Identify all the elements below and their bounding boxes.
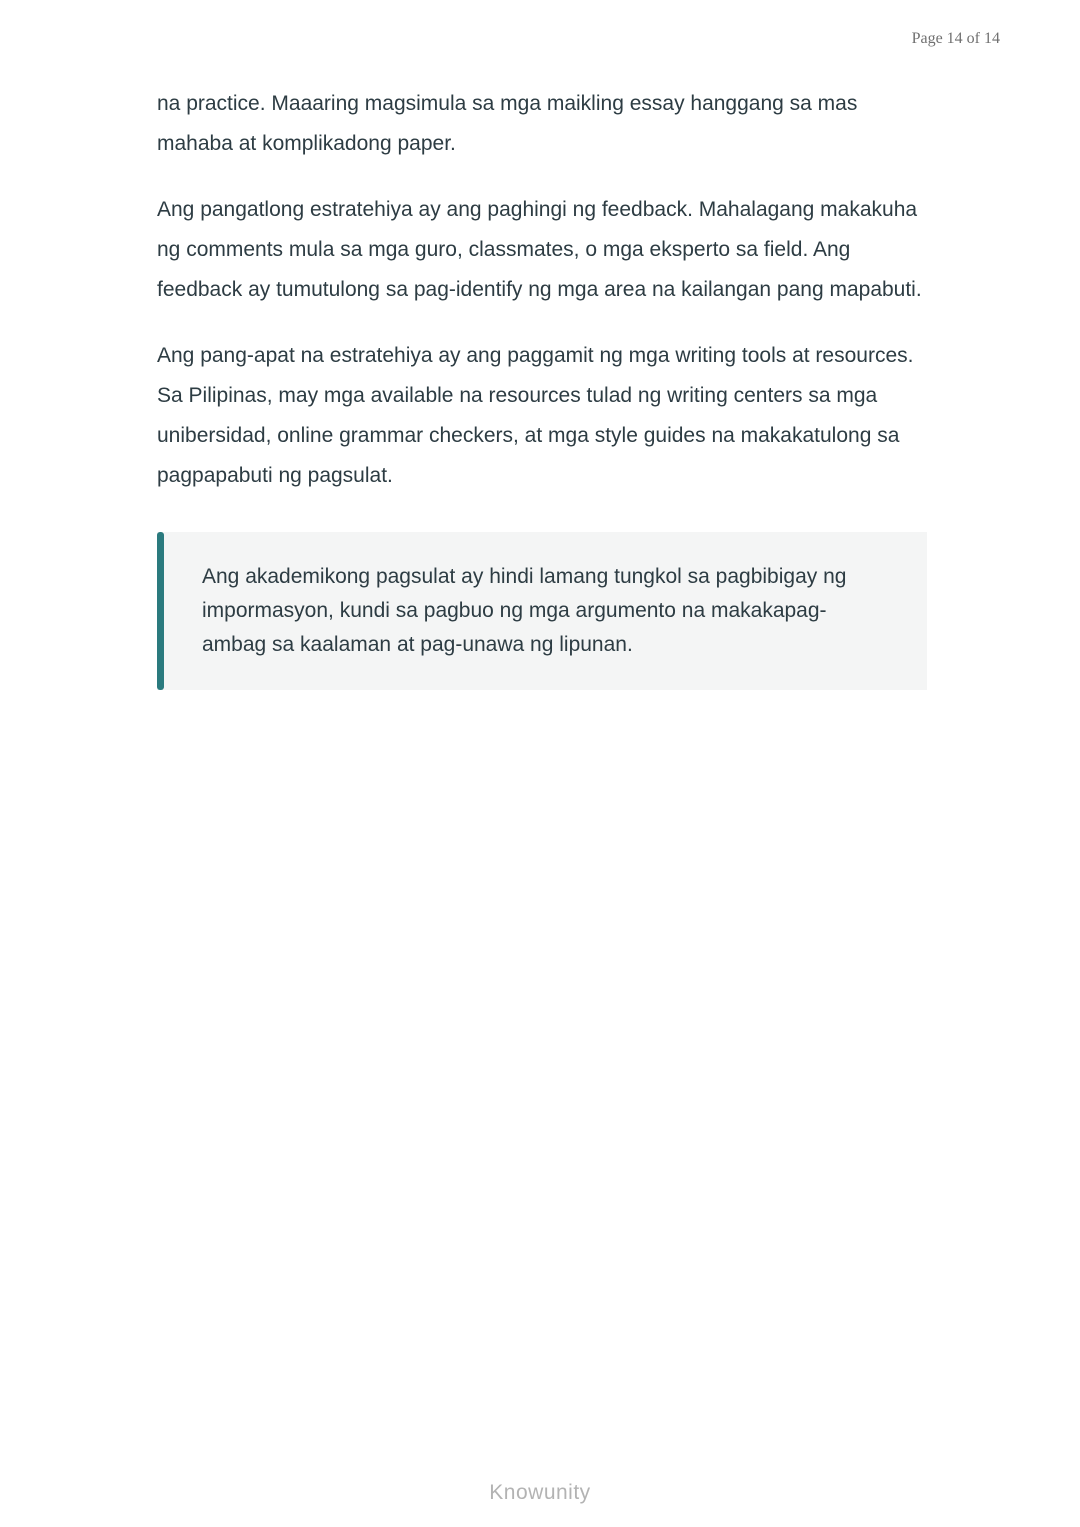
paragraph: Ang pang-apat na estratehiya ay ang paggamit ng mga writing tools at resources. Sa Pilipinas, may mga available na resources tulad ng writing centers sa mga unibersidad, online grammar checkers, at mga style guides na makakatulong sa pagpapabuti ng pagsulat. [157, 344, 914, 487]
quote-accent-bar [157, 532, 164, 690]
page-indicator: Page 14 of 14 [911, 30, 1000, 47]
footer-brand: Knowunity [489, 1481, 591, 1504]
callout-quote [157, 532, 927, 690]
paragraph: Ang pangatlong estratehiya ay ang paghingi ng feedback. Mahalagang makakuha ng comments mula sa mga guro, classmates, o mga eksperto sa field. Ang feedback ay tumutulong sa pag-identify ng mga area na kailangan pang mapabuti. [157, 198, 922, 301]
paragraph: na practice. Maaaring magsimula sa mga maikling essay hanggang sa mas mahaba at komplikadong paper. [157, 92, 858, 155]
quote-text: Ang akademikong pagsulat ay hindi lamang tungkol sa pagbibigay ng impormasyon, kundi sa pagbuo ng mga argumento na makakapag-ambag sa kaalaman at pag-unawa ng lipunan. [202, 565, 847, 656]
document-body [157, 84, 927, 690]
